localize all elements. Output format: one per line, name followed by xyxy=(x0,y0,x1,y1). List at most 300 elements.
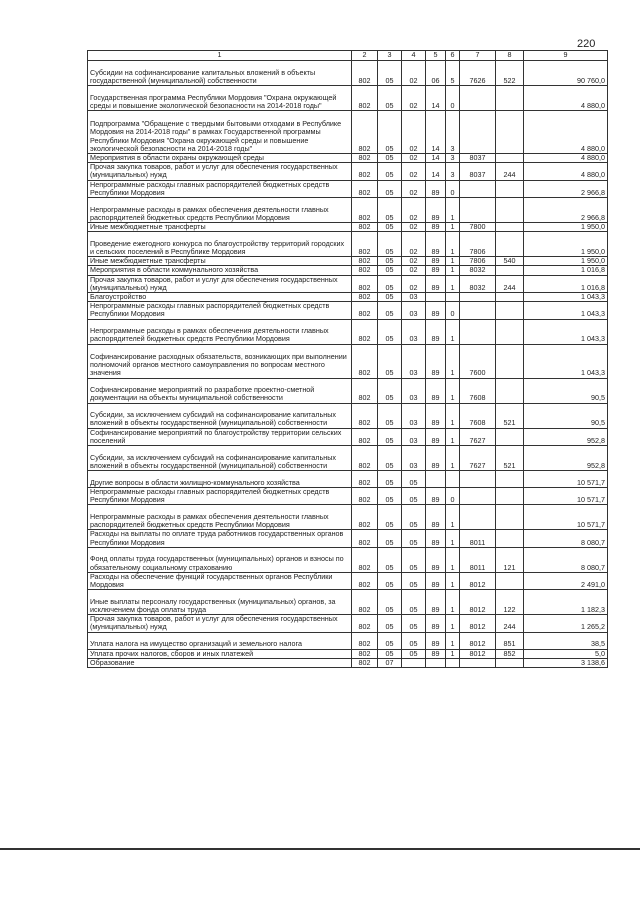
table-row xyxy=(88,378,608,403)
code-cell: 802 xyxy=(352,86,378,111)
table-row xyxy=(88,163,608,180)
code-cell: 851 xyxy=(496,632,524,649)
code-cell: 05 xyxy=(378,180,402,197)
code-cell: 3 xyxy=(446,163,460,180)
table-row xyxy=(88,530,608,547)
code-cell: 02 xyxy=(402,232,426,257)
code-cell: 1 xyxy=(446,530,460,547)
code-cell: 0 xyxy=(446,302,460,319)
row-name-cell: Мероприятия в области охраны окружающей среды xyxy=(88,154,352,163)
amount-cell: 1 182,3 xyxy=(524,590,608,615)
code-cell xyxy=(496,505,524,530)
code-cell: 05 xyxy=(378,61,402,86)
col-header: 7 xyxy=(460,51,496,61)
code-cell: 14 xyxy=(426,163,446,180)
code-cell: 05 xyxy=(378,86,402,111)
amount-cell: 5,0 xyxy=(524,649,608,658)
code-cell xyxy=(426,658,446,667)
code-cell: 05 xyxy=(378,471,402,488)
code-cell: 05 xyxy=(378,649,402,658)
code-cell xyxy=(496,232,524,257)
code-cell: 1 xyxy=(446,198,460,223)
row-name-cell: Расходы на выплаты по оплате труда работников государственных органов Республики Мордовия xyxy=(88,530,352,547)
row-name-cell: Непрограммные расходы главных распорядителей бюджетных средств Республики Мордовия xyxy=(88,180,352,197)
code-cell: 05 xyxy=(378,403,402,428)
code-cell: 1 xyxy=(446,632,460,649)
code-cell xyxy=(460,471,496,488)
code-cell: 1 xyxy=(446,257,460,266)
code-cell: 802 xyxy=(352,344,378,378)
code-cell: 89 xyxy=(426,223,446,232)
code-cell: 02 xyxy=(402,61,426,86)
code-cell: 05 xyxy=(402,471,426,488)
code-cell xyxy=(496,293,524,302)
code-cell: 802 xyxy=(352,572,378,589)
row-name-cell: Субсидии, за исключением субсидий на софинансирование капитальных вложений в объекты государственной (муниципальной) собственности xyxy=(88,403,352,428)
row-name-cell: Непрограммные расходы в рамках обеспечения деятельности главных распорядителей бюджетных средств Республики Мордовия xyxy=(88,319,352,344)
code-cell: 03 xyxy=(402,293,426,302)
col-header: 8 xyxy=(496,51,524,61)
code-cell: 02 xyxy=(402,257,426,266)
code-cell: 1 xyxy=(446,344,460,378)
table-row xyxy=(88,505,608,530)
code-cell xyxy=(460,319,496,344)
code-cell: 852 xyxy=(496,649,524,658)
code-cell: 89 xyxy=(426,428,446,445)
code-cell: 89 xyxy=(426,266,446,275)
code-cell xyxy=(496,111,524,154)
amount-cell: 1 950,0 xyxy=(524,257,608,266)
table-row xyxy=(88,266,608,275)
code-cell: 05 xyxy=(378,378,402,403)
code-cell: 7608 xyxy=(460,378,496,403)
code-cell: 05 xyxy=(402,572,426,589)
code-cell: 802 xyxy=(352,547,378,572)
code-cell: 02 xyxy=(402,198,426,223)
code-cell: 802 xyxy=(352,232,378,257)
table-row xyxy=(88,180,608,197)
code-cell: 802 xyxy=(352,530,378,547)
row-name-cell: Субсидии, за исключением субсидий на софинансирование капитальных вложений в объекты государственной (муниципальной) собственности xyxy=(88,446,352,471)
row-name-cell: Уплата налога на имущество организаций и земельного налога xyxy=(88,632,352,649)
code-cell xyxy=(460,302,496,319)
code-cell: 05 xyxy=(378,319,402,344)
code-cell: 05 xyxy=(378,632,402,649)
code-cell: 14 xyxy=(426,111,446,154)
code-cell: 1 xyxy=(446,403,460,428)
row-name-cell: Подпрограмма "Обращение с твердыми бытовыми отходами в Республике Мордовия на 2014-2018 годы" в рамках Государственной программы Республики Мордовия "Охрана окружающей среды и повышение экологической безопасности на 2014-2018 годы" xyxy=(88,111,352,154)
code-cell: 05 xyxy=(378,344,402,378)
code-cell: 8012 xyxy=(460,572,496,589)
col-header: 2 xyxy=(352,51,378,61)
table-row xyxy=(88,488,608,505)
code-cell: 1 xyxy=(446,275,460,292)
code-cell: 14 xyxy=(426,86,446,111)
table-row xyxy=(88,302,608,319)
code-cell: 05 xyxy=(402,590,426,615)
row-name-cell: Софинансирование расходных обязательств, возникающих при выполнении полномочий органов местного самоуправления по вопросам местного значения xyxy=(88,344,352,378)
table-row xyxy=(88,319,608,344)
code-cell: 89 xyxy=(426,198,446,223)
code-cell xyxy=(446,658,460,667)
code-cell: 05 xyxy=(378,275,402,292)
code-cell: 89 xyxy=(426,488,446,505)
amount-cell: 4 880,0 xyxy=(524,86,608,111)
code-cell xyxy=(496,86,524,111)
code-cell: 05 xyxy=(402,649,426,658)
code-cell: 802 xyxy=(352,293,378,302)
row-name-cell: Расходы на обеспечение функций государственных органов Республики Мордовия xyxy=(88,572,352,589)
code-cell: 8037 xyxy=(460,154,496,163)
row-name-cell: Прочая закупка товаров, работ и услуг для обеспечения государственных (муниципальных) нужд xyxy=(88,163,352,180)
amount-cell: 8 080,7 xyxy=(524,547,608,572)
code-cell: 05 xyxy=(378,547,402,572)
code-cell xyxy=(460,505,496,530)
amount-cell: 8 080,7 xyxy=(524,530,608,547)
row-name-cell: Непрограммные расходы главных распорядителей бюджетных средств Республики Мордовия xyxy=(88,302,352,319)
code-cell: 1 xyxy=(446,378,460,403)
code-cell: 02 xyxy=(402,154,426,163)
table-row xyxy=(88,344,608,378)
code-cell: 05 xyxy=(378,257,402,266)
code-cell: 89 xyxy=(426,505,446,530)
code-cell: 89 xyxy=(426,180,446,197)
code-cell: 1 xyxy=(446,590,460,615)
amount-cell: 1 950,0 xyxy=(524,223,608,232)
code-cell: 89 xyxy=(426,378,446,403)
code-cell: 802 xyxy=(352,632,378,649)
amount-cell: 10 571,7 xyxy=(524,488,608,505)
code-cell: 802 xyxy=(352,111,378,154)
table-row xyxy=(88,658,608,667)
table-row xyxy=(88,232,608,257)
code-cell: 122 xyxy=(496,590,524,615)
code-cell: 1 xyxy=(446,223,460,232)
code-cell: 05 xyxy=(378,198,402,223)
code-cell: 1 xyxy=(446,319,460,344)
code-cell xyxy=(496,180,524,197)
code-cell xyxy=(496,154,524,163)
table-row xyxy=(88,275,608,292)
code-cell: 1 xyxy=(446,505,460,530)
code-cell: 5 xyxy=(446,61,460,86)
code-cell: 05 xyxy=(402,615,426,632)
code-cell: 89 xyxy=(426,590,446,615)
row-name-cell: Прочая закупка товаров, работ и услуг для обеспечения государственных (муниципальных) нужд xyxy=(88,275,352,292)
code-cell: 89 xyxy=(426,547,446,572)
footer-rule xyxy=(0,848,640,850)
table-row xyxy=(88,471,608,488)
row-name-cell: Непрограммные расходы в рамках обеспечения деятельности главных распорядителей бюджетных средств Республики Мордовия xyxy=(88,505,352,530)
code-cell: 802 xyxy=(352,302,378,319)
code-cell: 05 xyxy=(378,590,402,615)
table-row xyxy=(88,446,608,471)
row-name-cell: Непрограммные расходы главных распорядителей бюджетных средств Республики Мордовия xyxy=(88,488,352,505)
code-cell xyxy=(460,180,496,197)
col-header: 1 xyxy=(88,51,352,61)
table-row xyxy=(88,154,608,163)
code-cell: 802 xyxy=(352,378,378,403)
code-cell xyxy=(496,223,524,232)
code-cell: 802 xyxy=(352,446,378,471)
code-cell: 89 xyxy=(426,302,446,319)
code-cell: 1 xyxy=(446,649,460,658)
code-cell: 8012 xyxy=(460,632,496,649)
code-cell: 0 xyxy=(446,86,460,111)
code-cell: 8032 xyxy=(460,275,496,292)
code-cell: 89 xyxy=(426,649,446,658)
col-header: 4 xyxy=(402,51,426,61)
code-cell: 802 xyxy=(352,223,378,232)
code-cell: 8012 xyxy=(460,615,496,632)
code-cell xyxy=(496,471,524,488)
code-cell xyxy=(426,471,446,488)
code-cell: 802 xyxy=(352,266,378,275)
code-cell: 802 xyxy=(352,505,378,530)
code-cell: 89 xyxy=(426,257,446,266)
budget-table xyxy=(87,50,608,668)
row-name-cell: Образование xyxy=(88,658,352,667)
code-cell: 14 xyxy=(426,154,446,163)
table-row xyxy=(88,223,608,232)
code-cell: 802 xyxy=(352,428,378,445)
code-cell: 05 xyxy=(378,428,402,445)
page-number: 220 xyxy=(577,38,596,50)
code-cell: 1 xyxy=(446,266,460,275)
amount-cell: 2 491,0 xyxy=(524,572,608,589)
code-cell: 1 xyxy=(446,615,460,632)
code-cell: 802 xyxy=(352,658,378,667)
code-cell: 03 xyxy=(402,319,426,344)
code-cell: 02 xyxy=(402,275,426,292)
code-cell xyxy=(496,658,524,667)
amount-cell: 952,8 xyxy=(524,428,608,445)
code-cell: 7806 xyxy=(460,232,496,257)
code-cell: 802 xyxy=(352,488,378,505)
code-cell xyxy=(402,658,426,667)
code-cell xyxy=(460,111,496,154)
amount-cell: 1 043,3 xyxy=(524,293,608,302)
code-cell: 03 xyxy=(402,344,426,378)
code-cell: 802 xyxy=(352,471,378,488)
code-cell: 0 xyxy=(446,488,460,505)
row-name-cell: Мероприятия в области коммунального хозяйства xyxy=(88,266,352,275)
code-cell: 89 xyxy=(426,615,446,632)
amount-cell: 1 016,8 xyxy=(524,275,608,292)
row-name-cell: Прочая закупка товаров, работ и услуг для обеспечения государственных (муниципальных) нужд xyxy=(88,615,352,632)
code-cell: 05 xyxy=(378,154,402,163)
code-cell: 05 xyxy=(402,547,426,572)
code-cell: 8012 xyxy=(460,649,496,658)
table-row xyxy=(88,111,608,154)
header-row xyxy=(88,51,608,61)
col-header: 3 xyxy=(378,51,402,61)
code-cell: 05 xyxy=(402,632,426,649)
code-cell xyxy=(496,572,524,589)
code-cell: 244 xyxy=(496,615,524,632)
code-cell: 05 xyxy=(378,266,402,275)
table-row xyxy=(88,615,608,632)
code-cell: 244 xyxy=(496,163,524,180)
code-cell: 1 xyxy=(446,446,460,471)
code-cell: 7600 xyxy=(460,344,496,378)
code-cell: 802 xyxy=(352,275,378,292)
code-cell: 7800 xyxy=(460,223,496,232)
code-cell: 05 xyxy=(378,293,402,302)
amount-cell: 90 760,0 xyxy=(524,61,608,86)
code-cell: 05 xyxy=(378,488,402,505)
code-cell: 7626 xyxy=(460,61,496,86)
code-cell: 802 xyxy=(352,590,378,615)
code-cell xyxy=(446,471,460,488)
code-cell: 802 xyxy=(352,257,378,266)
code-cell: 02 xyxy=(402,180,426,197)
code-cell: 1 xyxy=(446,547,460,572)
code-cell: 89 xyxy=(426,275,446,292)
code-cell xyxy=(496,302,524,319)
code-cell xyxy=(496,488,524,505)
code-cell: 802 xyxy=(352,319,378,344)
code-cell: 06 xyxy=(426,61,446,86)
col-header: 5 xyxy=(426,51,446,61)
code-cell: 05 xyxy=(378,232,402,257)
amount-cell: 1 016,8 xyxy=(524,266,608,275)
code-cell: 02 xyxy=(402,223,426,232)
code-cell: 522 xyxy=(496,61,524,86)
code-cell: 03 xyxy=(402,378,426,403)
code-cell: 8011 xyxy=(460,530,496,547)
code-cell: 802 xyxy=(352,649,378,658)
row-name-cell: Другие вопросы в области жилищно-коммунального хозяйства xyxy=(88,471,352,488)
table-body xyxy=(88,61,608,668)
code-cell: 03 xyxy=(402,428,426,445)
code-cell: 05 xyxy=(378,302,402,319)
code-cell xyxy=(460,86,496,111)
row-name-cell: Государственная программа Республики Мордовия "Охрана окружающей среды и повышение экологической безопасности на 2014-2018 годы" xyxy=(88,86,352,111)
row-name-cell: Уплата прочих налогов, сборов и иных платежей xyxy=(88,649,352,658)
code-cell: 89 xyxy=(426,530,446,547)
code-cell: 05 xyxy=(378,615,402,632)
code-cell: 89 xyxy=(426,632,446,649)
row-name-cell: Благоустройство xyxy=(88,293,352,302)
code-cell: 05 xyxy=(402,530,426,547)
amount-cell: 90,5 xyxy=(524,378,608,403)
amount-cell: 2 966,8 xyxy=(524,198,608,223)
row-name-cell: Непрограммные расходы в рамках обеспечения деятельности главных распорядителей бюджетных средств Республики Мордовия xyxy=(88,198,352,223)
amount-cell: 1 265,2 xyxy=(524,615,608,632)
code-cell xyxy=(496,378,524,403)
code-cell: 802 xyxy=(352,163,378,180)
code-cell xyxy=(496,530,524,547)
amount-cell: 38,5 xyxy=(524,632,608,649)
code-cell: 05 xyxy=(378,572,402,589)
code-cell: 802 xyxy=(352,198,378,223)
amount-cell: 952,8 xyxy=(524,446,608,471)
code-cell: 0 xyxy=(446,180,460,197)
col-header: 9 xyxy=(524,51,608,61)
code-cell: 121 xyxy=(496,547,524,572)
code-cell xyxy=(496,198,524,223)
row-name-cell: Субсидии на софинансирование капитальных вложений в объекты государственной (муниципальной) собственности xyxy=(88,61,352,86)
amount-cell: 4 880,0 xyxy=(524,163,608,180)
code-cell: 802 xyxy=(352,61,378,86)
code-cell: 02 xyxy=(402,111,426,154)
code-cell: 3 xyxy=(446,154,460,163)
code-cell: 03 xyxy=(402,403,426,428)
code-cell: 244 xyxy=(496,275,524,292)
code-cell: 89 xyxy=(426,403,446,428)
code-cell: 05 xyxy=(378,446,402,471)
code-cell xyxy=(496,266,524,275)
code-cell xyxy=(460,488,496,505)
code-cell: 802 xyxy=(352,180,378,197)
row-name-cell: Фонд оплаты труда государственных (муниципальных) органов и взносы по обязательному социальному страхованию xyxy=(88,547,352,572)
code-cell: 89 xyxy=(426,572,446,589)
code-cell: 521 xyxy=(496,403,524,428)
code-cell: 05 xyxy=(402,505,426,530)
code-cell: 05 xyxy=(378,530,402,547)
amount-cell: 1 043,3 xyxy=(524,319,608,344)
table-row xyxy=(88,61,608,86)
code-cell: 05 xyxy=(378,223,402,232)
table-row xyxy=(88,86,608,111)
code-cell xyxy=(446,293,460,302)
code-cell: 540 xyxy=(496,257,524,266)
amount-cell: 3 138,6 xyxy=(524,658,608,667)
code-cell: 05 xyxy=(378,505,402,530)
table-row xyxy=(88,572,608,589)
code-cell: 8011 xyxy=(460,547,496,572)
code-cell: 521 xyxy=(496,446,524,471)
code-cell xyxy=(460,293,496,302)
code-cell: 89 xyxy=(426,344,446,378)
code-cell: 7608 xyxy=(460,403,496,428)
code-cell: 05 xyxy=(402,488,426,505)
code-cell: 89 xyxy=(426,319,446,344)
table-row xyxy=(88,403,608,428)
amount-cell: 10 571,7 xyxy=(524,505,608,530)
code-cell: 05 xyxy=(378,111,402,154)
code-cell: 1 xyxy=(446,232,460,257)
code-cell: 8012 xyxy=(460,590,496,615)
code-cell: 02 xyxy=(402,163,426,180)
code-cell: 89 xyxy=(426,446,446,471)
col-header: 6 xyxy=(446,51,460,61)
code-cell: 7627 xyxy=(460,446,496,471)
code-cell: 07 xyxy=(378,658,402,667)
code-cell: 03 xyxy=(402,302,426,319)
table-row xyxy=(88,428,608,445)
code-cell: 05 xyxy=(378,163,402,180)
row-name-cell: Софинансирование мероприятий по благоустройству территории сельских поселений xyxy=(88,428,352,445)
amount-cell: 10 571,7 xyxy=(524,471,608,488)
code-cell: 802 xyxy=(352,403,378,428)
code-cell: 7806 xyxy=(460,257,496,266)
row-name-cell: Иные межбюджетные трансферты xyxy=(88,223,352,232)
row-name-cell: Проведение ежегодного конкурса по благоустройству территорий городских и сельских поселений в Республике Мордовия xyxy=(88,232,352,257)
code-cell xyxy=(496,319,524,344)
code-cell: 8037 xyxy=(460,163,496,180)
code-cell xyxy=(426,293,446,302)
code-cell: 89 xyxy=(426,232,446,257)
table-row xyxy=(88,649,608,658)
code-cell: 02 xyxy=(402,86,426,111)
amount-cell: 4 880,0 xyxy=(524,111,608,154)
amount-cell: 90,5 xyxy=(524,403,608,428)
amount-cell: 4 880,0 xyxy=(524,154,608,163)
table-row xyxy=(88,198,608,223)
code-cell xyxy=(496,344,524,378)
